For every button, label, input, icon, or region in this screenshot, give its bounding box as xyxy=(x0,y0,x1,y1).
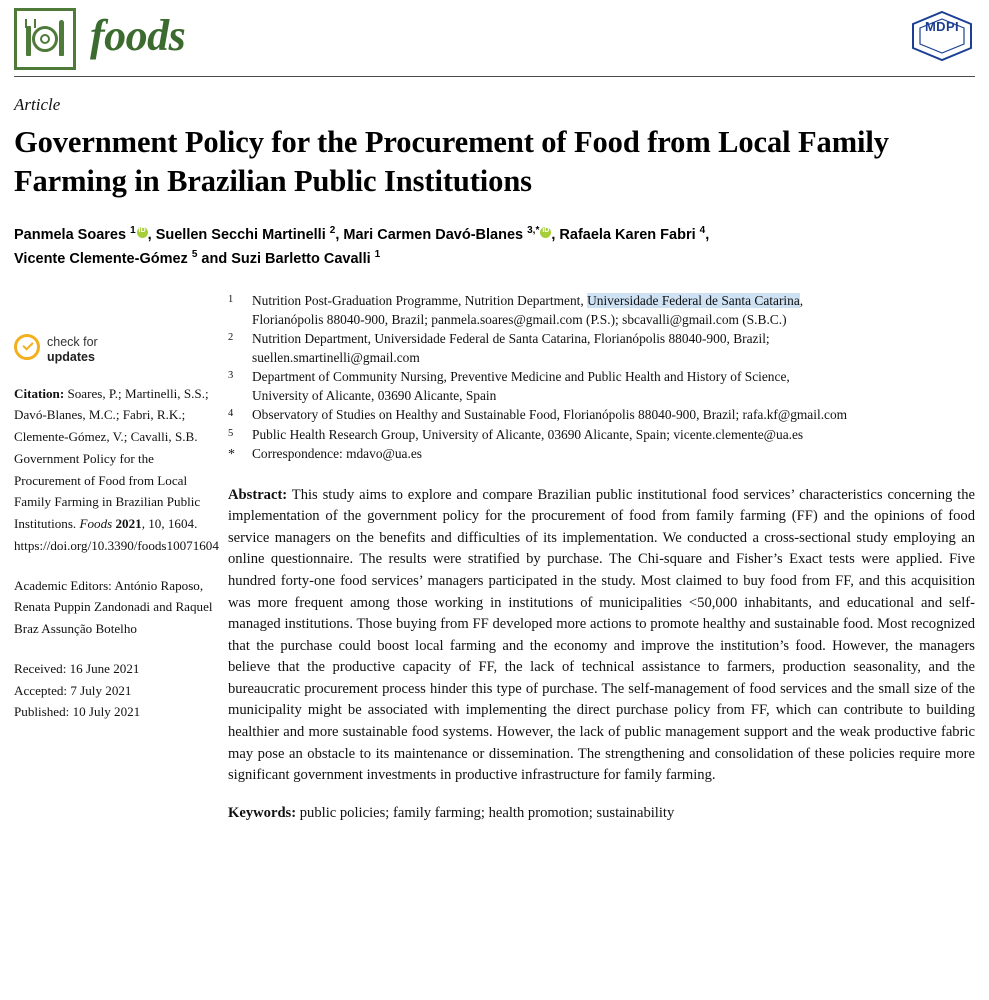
keywords-section xyxy=(228,803,975,824)
affiliation-item xyxy=(228,426,975,445)
author-sep: , Mari Carmen Davó-Blanes xyxy=(335,226,528,243)
plate-fork-knife-icon xyxy=(14,8,76,70)
journal-brand xyxy=(14,0,185,70)
affiliation-text: Observatory of Studies on Healthy and Sustainable Food, Florianópolis 88040-900, Brazil; rafa.kf@gmail.com xyxy=(252,407,848,423)
affiliation-text: Nutrition Post-Graduation Programme, Nutrition Department, xyxy=(252,293,588,309)
affiliation-item xyxy=(228,406,975,425)
citation-year: 2021 xyxy=(112,516,142,532)
affiliation-line2: Florianópolis 88040-900, Brazil; panmela.soares@gmail.com (P.S.); sbcavalli@gmail.com (S.B.C.) xyxy=(252,311,787,327)
affiliation-item xyxy=(228,368,975,405)
affiliation-marker: 1 xyxy=(130,225,136,237)
affiliation-marker: 4 xyxy=(699,225,706,237)
affiliation-marker: 1 xyxy=(374,248,381,260)
author-sep: and Suzi Barletto Cavalli xyxy=(197,250,375,267)
affiliation-marker: 2 xyxy=(329,225,336,237)
affiliation-text: Department of Community Nursing, Preventive Medicine and Public Health and History of Science, xyxy=(252,369,790,385)
author-sep: , xyxy=(705,226,710,243)
check-circle-icon xyxy=(14,334,40,360)
accepted-date: Accepted: 7 July 2021 xyxy=(14,682,132,698)
article-type: Article xyxy=(14,95,61,114)
orcid-icon[interactable] xyxy=(137,227,148,238)
sidebar xyxy=(0,292,228,723)
affiliation-text-tail: , xyxy=(799,293,804,309)
author-name: Vicente Clemente-Gómez xyxy=(14,250,192,267)
received-date: Received: 16 June 2021 xyxy=(14,660,140,676)
affiliation-marker: 1 xyxy=(228,294,234,306)
citation-rest: , 10, 1604. https://doi.org/10.3390/foods10071604 xyxy=(14,516,219,553)
page-title: Government Policy for the Procurement of Food from Local Family Farming in Brazilian Public Institutions xyxy=(14,125,889,199)
citation-label: Citation: xyxy=(14,385,65,401)
check-for-updates-line1: check for xyxy=(47,335,98,350)
affiliation-marker: 5 xyxy=(191,248,198,260)
correspondence-marker: * xyxy=(228,447,235,463)
mdpi-label: MDPI xyxy=(924,19,960,34)
orcid-icon[interactable] xyxy=(540,227,551,238)
author-name: Panmela Soares xyxy=(14,226,131,243)
affiliation-highlight: Universidade Federal de Santa Catarina xyxy=(587,293,800,309)
published-date: Published: 10 July 2021 xyxy=(14,704,141,720)
affiliation-marker: 5 xyxy=(228,427,234,439)
affiliation-list xyxy=(228,292,975,464)
keywords-text: public policies; family farming; health promotion; sustainability xyxy=(296,804,675,821)
author-sep: , Suellen Secchi Martinelli xyxy=(147,226,330,243)
abstract-text: This study aims to explore and compare Brazilian public institutional food services’ characteristics concerning the implementation of the government policy for the procurement of food from family farming (FF) and the opinions of food service managers on the benefits and difficulties of its implementation. We conducted a cross-sectional study employing an online questionnaire. The results were stratified by purchase. The Chi-square and Fisher’s Exact tests were applied. Five hundred forty-one food services’ managers participated in the study. Most claimed to buy food from FF, and this acquisition was more frequent among those working in institutions of municipalities <50,000 inhabitants, and educational and self-managed institutions. Those buying from FF developed more actions to promote healthy and sustainable food. Most recognized that the purchase could boost local farming and the economy and improve the institution’s food. However, the managers believe that the productive capacity of FF, the lack of technical assistance to farmers, production seasonality, and the bureaucratic procurement process hinder this type of purchase. The self-management of food services and the small size of the municipality might be associated with implementing the direct purchase policy from FF, which can contribute to building healthier and more sustainable food systems. However, the lack of public management support and the weak productive fabric may pose an obstacle to its maintenance or dissemination. The strengthening and consolidation of these policies require more significant government investments in productive infrastructure for family farming. xyxy=(228,486,975,784)
journal-title: foods xyxy=(90,11,186,60)
citation-block xyxy=(14,383,219,557)
affiliation-text: Nutrition Department, Universidade Federal de Santa Catarina, Florianópolis 88040-900, Brazil; xyxy=(252,331,770,347)
affiliation-line2: University of Alicante, 03690 Alicante, Spain xyxy=(252,387,497,403)
check-for-updates-line2: updates xyxy=(47,349,95,364)
correspondence-text: Correspondence: mdavo@ua.es xyxy=(252,446,422,462)
author-list xyxy=(14,223,975,270)
affiliation-marker: 3 xyxy=(228,370,234,382)
keywords-label: Keywords: xyxy=(228,804,297,821)
mdpi-hexagon-icon xyxy=(909,0,975,62)
article-body xyxy=(0,292,989,824)
main-column xyxy=(228,292,989,824)
journal-masthead xyxy=(14,0,975,77)
affiliation-marker: 3,* xyxy=(527,225,540,237)
affiliation-line2: suellen.smartinelli@gmail.com xyxy=(252,349,420,365)
article-dates xyxy=(14,658,214,723)
citation-text: Soares, P.; Martinelli, S.S.; Davó-Blanes, M.C.; Fabri, R.K.; Clemente-Gómez, V.; Cavalli, S.B. Government Policy for the Procurement of Food from Local Family Farming in Brazilian Public Institutions. xyxy=(14,385,209,532)
affiliation-item xyxy=(228,292,975,329)
affiliation-marker: 4 xyxy=(228,408,234,420)
affiliation-text: Public Health Research Group, University of Alicante, 03690 Alicante, Spain; vicente.clemente@ua.es xyxy=(252,426,804,442)
correspondence-item xyxy=(228,445,975,464)
author-sep: , Rafaela Karen Fabri xyxy=(551,226,700,243)
abstract-section xyxy=(228,485,975,787)
affiliation-marker: 2 xyxy=(228,332,234,344)
abstract-label: Abstract: xyxy=(228,486,288,503)
citation-journal: Foods xyxy=(79,516,113,532)
affiliation-item xyxy=(228,330,975,367)
academic-editors: Academic Editors: António Raposo, Renata Puppin Zandonadi and Raquel Braz Assunção Botelho xyxy=(14,577,213,637)
check-for-updates[interactable] xyxy=(14,334,214,365)
